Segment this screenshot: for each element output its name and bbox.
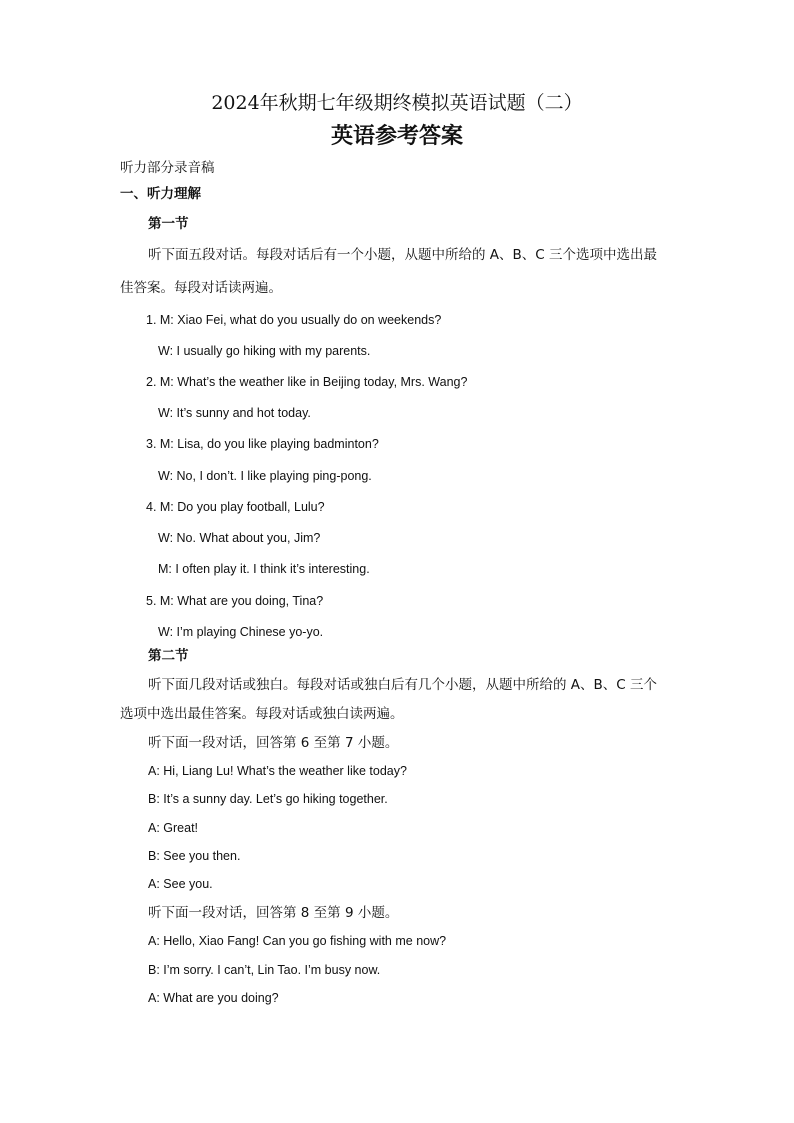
dialogue-line: W: I’m playing Chinese yo-yo. xyxy=(158,625,324,639)
section1-title: 第一节 xyxy=(148,216,189,232)
dialogue-line: A: What are you doing? xyxy=(148,991,279,1005)
dialogue-line: 1. M: Xiao Fei, what do you usually do on weekends? xyxy=(146,313,442,327)
section2-title: 第二节 xyxy=(148,648,189,664)
dialogue-line: 4. M: Do you play football, Lulu? xyxy=(146,500,325,514)
part1-heading: 一、听力理解 xyxy=(120,186,201,202)
dialogue-line: B: I’m sorry. I can’t, Lin Tao. I’m busy now. xyxy=(148,963,381,977)
answer-key-title: 英语参考答案 xyxy=(330,124,463,149)
dialogue-line: W: It’s sunny and hot today. xyxy=(158,406,311,420)
section1-instruction-line1: 听下面五段对话。每段对话后有一个小题，从题中所给的 A、B、C 三个选项中选出最 xyxy=(148,247,658,263)
dialogue-line: 2. M: What’s the weather like in Beijing today, Mrs. Wang? xyxy=(146,375,468,389)
section2-instruction-line2: 选项中选出最佳答案。每段对话或独白读两遍。 xyxy=(120,706,404,722)
exam-title: 2024年秋期七年级期终模拟英语试题（二） xyxy=(211,92,583,114)
section1-instruction-line2: 佳答案。每段对话读两遍。 xyxy=(120,280,282,296)
dialogue-line: M: I often play it. I think it’s interesting. xyxy=(158,562,370,576)
dialogue-line: 5. M: What are you doing, Tina? xyxy=(146,594,324,608)
dialogue-line: A: Hello, Xiao Fang! Can you go fishing with me now? xyxy=(148,934,447,948)
dialogue-line: W: I usually go hiking with my parents. xyxy=(158,344,371,358)
dialogue-line: A: Great! xyxy=(148,821,199,835)
listening-script-label: 听力部分录音稿 xyxy=(120,160,215,176)
dialogue-line: W: No. What about you, Jim? xyxy=(158,531,321,545)
dialogue-line: A: Hi, Liang Lu! What’s the weather like today? xyxy=(148,764,407,778)
dialogue-line: B: It’s a sunny day. Let’s go hiking together. xyxy=(148,792,388,806)
dialogue-line: W: No, I don’t. I like playing ping-pong. xyxy=(158,469,372,483)
dialogue-line: B: See you then. xyxy=(148,849,241,863)
section2-instruction-line1: 听下面几段对话或独白。每段对话或独白后有几个小题，从题中所给的 A、B、C 三个 xyxy=(148,677,658,693)
dialogue-line: A: See you. xyxy=(148,877,213,891)
dialogue-line: 3. M: Lisa, do you like playing badminton? xyxy=(146,437,379,451)
dialogue1-intro: 听下面一段对话，回答第 6 至第 7 小题。 xyxy=(148,735,399,751)
dialogue2-intro: 听下面一段对话，回答第 8 至第 9 小题。 xyxy=(148,905,399,921)
